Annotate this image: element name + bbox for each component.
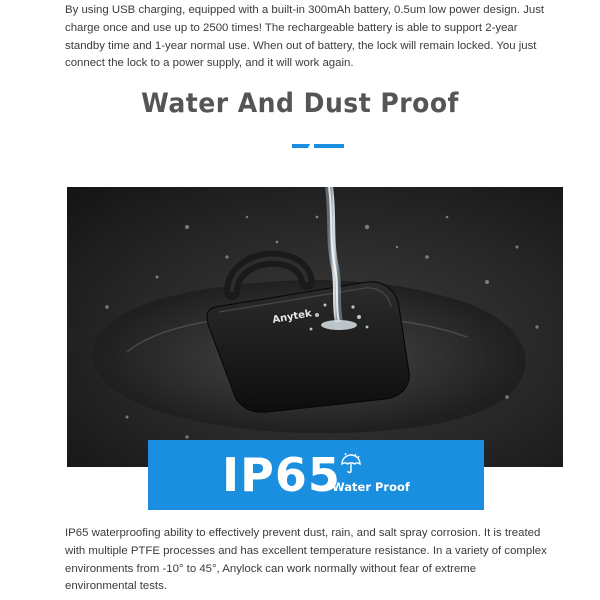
water-proof-label: Water Proof [332, 480, 410, 494]
intro-paragraph: By using USB charging, equipped with a built-in 300mAh battery, 0.5um low power design. Just charge once and use up to 2500 times! The rechargeable battery is able to support 2-year standby time and 1-year normal use. When out of battery, the lock will remain locked. You just connect the lock to a power supply, and it will work again. [65, 4, 545, 70]
ip65-badge [148, 440, 484, 510]
ip-rating-text: IP65 [222, 448, 341, 502]
lock-brand-text: Anytek [271, 308, 313, 326]
section-title: Water And Dust Proof [141, 88, 459, 119]
product-photo [67, 187, 563, 467]
description-paragraph: IP65 waterproofing ability to effectively prevent dust, rain, and salt spray corrosion. It is treated with multiple PTFE processes and has excellent temperature resistance. In a variety of complex environments from -10° to 45°, Anylock can work normally without fear of extreme environmental tests. [65, 527, 547, 593]
title-underline-accent [292, 144, 344, 148]
umbrella-rain-icon [338, 452, 364, 476]
